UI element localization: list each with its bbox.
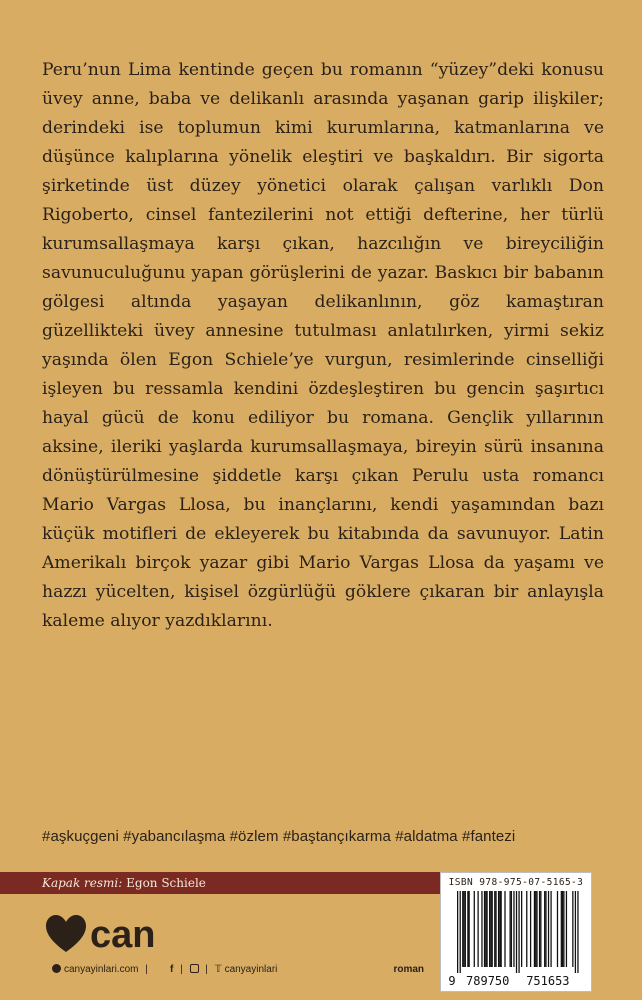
barcode-bar [534,891,535,967]
barcode-bar [562,891,563,967]
barcode-bar [563,891,564,967]
barcode-bar [535,891,536,967]
barcode-panel [440,872,592,992]
barcode-bar [499,891,500,967]
barcode-bar [548,891,549,967]
barcode-bar [566,891,567,967]
can-logo [44,912,204,956]
barcode-bar [477,891,478,967]
barcode-bar [485,891,486,967]
barcode-bar [530,891,531,967]
barcode-bar [545,891,546,967]
barcode-bar [557,891,558,967]
barcode-bar [536,891,537,967]
logo-text: can [90,914,156,956]
barcode-bar [526,891,527,967]
barcode-bar [460,891,461,973]
barcode-bar [465,891,466,967]
barcode-bar [490,891,491,967]
back-cover-blurb: Peru’nun Lima kentinde geçen bu romanın “yüzey”deki konusu üvey anne, baba ve delikanlı arasında yaşanan garip ilişkiler; derindeki ise toplumun kimi kurumlarına, katmanlarına ve düşünce kalıplarına yönelik eleştiri ve başkaldırı. Bir sigorta şirketinde üst düzey yönetici olarak çalışan varlıklı Don Rigoberto, cinsel fantezilerini not ettiği defterine, her türlü kurumsallaşmaya karşı çıkan, hazcılığın ve bireyciliğin savunuculuğunu yapan görüşlerini de yazar. Baskıcı bir babanın gölgesi altında yaşayan delikanlının, göz kamaştıran güzellikteki üvey annesine tutulması anlatılırken, yirmi sekiz yaşında ölen Egon Schiele’ye vurgun, resimlerinde cinselliği işleyen bu ressamla kendini özdeşleştiren bu gencin şaşırtıcı hayal gücü de konu ediliyor bu romana. Gençlik yıllarının aksine, ileriki yaşlarda kurumsallaşmaya, bireyin sürü insanına dönüştürülmesine şiddetle karşı çıkan Perulu usta romancı Mario Vargas Llosa, bu inançlarını, kendi yaşamından bazı küçük motifleri de ekleyerek bu kitabında da savunuyor. Latin Amerikalı birçok yazar gibi Mario Vargas Llosa da yaşamı ve hazzı yücelten, kişisel özgürlüğü göklere çıkaran bir anlayışla kaleme alıyor yazdıklarını. [42,60,604,631]
barcode-bar [539,891,540,967]
barcode-bar [494,891,495,967]
globe-icon [52,964,61,973]
barcode [447,891,585,987]
barcode-bar [481,891,482,967]
barcode-bar [462,891,463,967]
barcode-bar [504,891,505,967]
barcode-bar [492,891,493,967]
barcode-bar [521,891,522,967]
barcode-bar [509,891,510,967]
barcode-bar [486,891,487,967]
facebook-icon[interactable]: f [170,964,174,975]
barcode-bar [463,891,464,967]
barcode-bar [467,891,468,967]
barcode-bar [544,891,545,967]
barcode-bar [575,891,576,973]
barcode-bar [516,891,517,973]
credit-label: Kapak resmi: [42,876,123,890]
barcode-bar [550,891,551,967]
barcode-bar [484,891,485,967]
barcode-digits: 789750 [466,974,510,987]
barcode-bar [501,891,502,967]
barcode-bar [511,891,512,967]
hashtags: #aşkuçgeni #yabancılaşma #özlem #baştançıkarma #aldatma #fantezi [42,828,516,845]
barcode-digits: 9 [448,974,456,987]
barcode-bar [577,891,578,973]
instagram-icon[interactable] [190,964,199,973]
isbn-label: ISBN 978-975-07-5165-3 [448,877,584,888]
barcode-bar [457,891,458,973]
website-link[interactable]: canyayinlari.com | [52,962,152,978]
barcode-bar [495,891,496,967]
barcode-bar [561,891,562,967]
cover-credit-band [0,872,440,894]
social-handle[interactable]: canyayinlari [224,964,278,975]
genre-label: roman [393,964,424,975]
barcode-bar [469,891,470,967]
credit-name: Egon Schiele [126,876,206,890]
barcode-bar [540,891,541,967]
social-links: f | | 𝕋 canyayinlari [170,964,278,975]
barcode-bar [498,891,499,967]
barcode-bar [572,891,573,967]
barcode-bar [474,891,475,967]
barcode-bar [518,891,519,973]
barcode-bar [489,891,490,967]
barcode-digits: 751653 [526,974,570,987]
twitter-icon[interactable]: 𝕋 [214,964,222,975]
heart-icon [46,915,86,952]
barcode-bar [513,891,514,967]
publisher-footer [52,962,424,978]
